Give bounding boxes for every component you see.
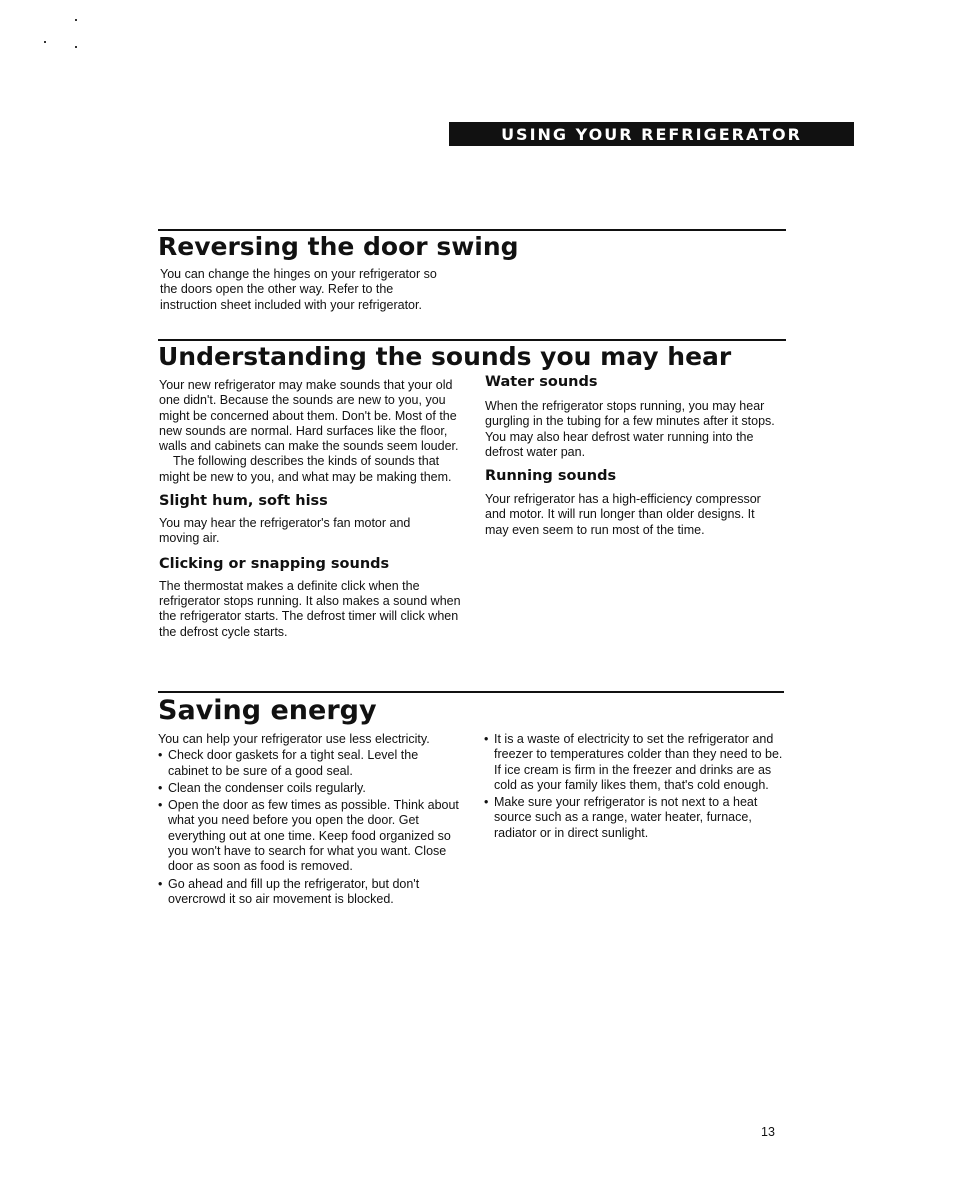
scan-speck: [75, 46, 77, 48]
list-item: • It is a waste of electricity to set the refrigerator and freezer to temperatures colder than they need to be. If ice cream is firm in the freezer and drinks are as cold as your family likes them, that's cold enough.: [484, 732, 786, 793]
list-item: • Go ahead and fill up the refrigerator, but don't overcrowd it so air movement is blocked.: [158, 877, 460, 908]
sounds-intro-p1: Your new refrigerator may make sounds that your old one didn't. Because the sounds are new to you, you might be concerned about them. Don't be. Most of the new sounds are normal. Hard surfaces like the floor, walls and cabinets can make the sounds seem louder.: [159, 378, 459, 454]
scan-speck: [75, 19, 77, 21]
list-item: • Clean the condenser coils regularly.: [158, 781, 460, 796]
sounds-intro-p2: The following describes the kinds of sounds that might be new to you, and what may be making them.: [159, 454, 452, 484]
clicking-heading: Clicking or snapping sounds: [159, 555, 390, 572]
section-rule: [158, 229, 786, 231]
list-item: • Make sure your refrigerator is not next to a heat source such as a range, water heater, furnace, radiator or in direct sunlight.: [484, 795, 786, 841]
running-sounds-heading: Running sounds: [485, 468, 617, 485]
energy-left-column: [158, 732, 460, 909]
reversing-body: You can change the hinges on your refrigerator so the doors open the other way. Refer to the instruction sheet included with your refrigerator.: [160, 267, 437, 312]
section-banner: USING YOUR REFRIGERATOR: [449, 122, 854, 146]
section-rule: [158, 339, 786, 341]
energy-left-list: [158, 748, 460, 907]
section-rule: [158, 691, 784, 693]
scan-speck: [44, 41, 46, 43]
sounds-right-column: [485, 374, 787, 538]
clicking-body: The thermostat makes a definite click when the refrigerator stops running. It also makes a sound when the refrigerator starts. The defrost timer will click when the defrost cycle starts.: [159, 578, 461, 639]
water-sounds-body: When the refrigerator stops running, you may hear gurgling in the tubing for a few minutes after it stops. You may also hear defrost water running into the defrost water pan.: [485, 399, 775, 459]
slight-hum-body: You may hear the refrigerator's fan motor and moving air.: [159, 516, 411, 546]
list-item: • Open the door as few times as possible. Think about what you need before you open the door. Get everything out at one time. Keep food organized so you won't have to search for what you want. Close door as soon as food is removed.: [158, 798, 460, 874]
running-sounds-body: Your refrigerator has a high-efficiency compressor and motor. It will run longer than older designs. It may even seem to run most of the time.: [485, 492, 761, 537]
energy-right-list: [484, 732, 786, 841]
energy-right-column: [484, 732, 786, 843]
list-item: • Check door gaskets for a tight seal. Level the cabinet to be sure of a good seal.: [158, 748, 460, 779]
page-number: 13: [761, 1125, 775, 1139]
reversing-title: Reversing the door swing: [158, 232, 519, 261]
sounds-title: Understanding the sounds you may hear: [158, 342, 732, 371]
water-sounds-heading: Water sounds: [485, 374, 598, 390]
slight-hum-heading: Slight hum, soft hiss: [159, 493, 328, 510]
energy-intro: You can help your refrigerator use less electricity.: [158, 732, 430, 746]
sounds-left-column: [159, 378, 461, 640]
energy-title: Saving energy: [158, 695, 377, 726]
